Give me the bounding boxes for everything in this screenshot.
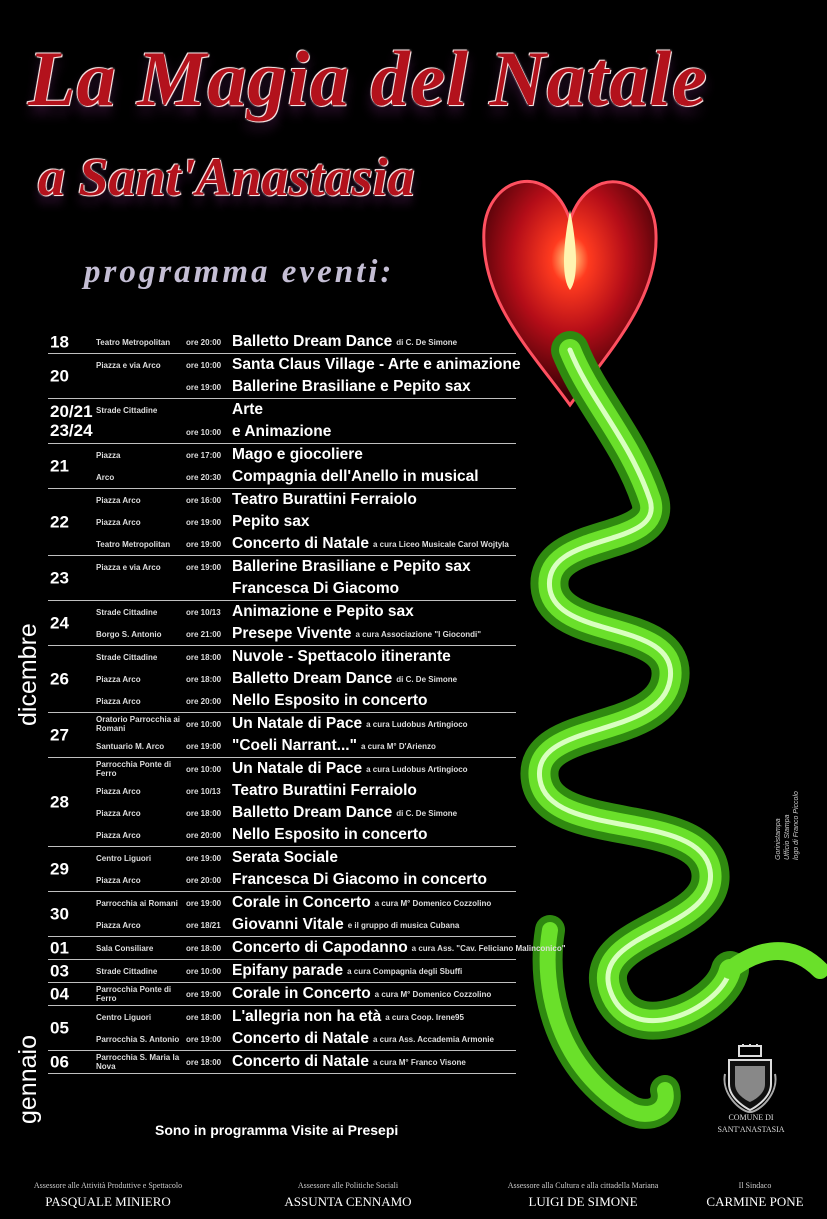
event-time: ore 20:00 <box>186 875 222 885</box>
event-time: ore 19:00 <box>186 539 222 549</box>
event-location: Borgo S. Antonio <box>96 629 162 639</box>
day-number: 28 <box>50 792 69 812</box>
event-time: ore 19:00 <box>186 517 222 527</box>
event-schedule <box>48 331 566 1074</box>
event-title: Concerto di Natale <box>232 1030 369 1047</box>
event-title: Ballerine Brasiliane e Pepito sax <box>232 558 471 575</box>
print-credits <box>774 791 801 860</box>
schedule-day-group <box>48 646 516 713</box>
event-time: ore 10:00 <box>186 764 222 774</box>
event-time: ore 10/13 <box>186 607 221 617</box>
credit-press-office: Ufficio Stampa <box>784 814 791 860</box>
footer-role: Il Sindaco <box>738 1181 772 1190</box>
event-location: Teatro Metropolitan <box>96 337 171 347</box>
event-time: ore 19:00 <box>186 382 222 392</box>
event-location: Piazza Arco <box>96 830 141 840</box>
event-title: Animazione e Pepito sax <box>232 603 414 620</box>
event-title: Presepe Vivente <box>232 625 352 642</box>
event-title: Francesca Di Giacomo in concerto <box>232 871 487 888</box>
footer-name: CARMINE PONE <box>706 1194 804 1209</box>
event-location: Sala Consiliare <box>96 943 154 953</box>
event-row <box>48 824 516 846</box>
event-row <box>48 914 516 936</box>
event-time: ore 10:00 <box>186 719 222 729</box>
event-time: ore 18:00 <box>186 943 222 953</box>
event-title: Balletto Dream Dance <box>232 670 393 687</box>
event-location: Piazza Arco <box>96 495 141 505</box>
event-title: Concerto di Capodanno <box>232 939 408 956</box>
event-time: ore 10:00 <box>186 360 222 370</box>
schedule-day-group <box>48 556 516 601</box>
event-note: di C. De Simone <box>396 337 458 347</box>
event-title: Corale in Concerto <box>232 894 371 911</box>
event-note: di C. De Simone <box>396 808 458 818</box>
event-time: ore 10/13 <box>186 786 221 796</box>
event-note: a cura Ludobus Artingioco <box>366 764 468 774</box>
schedule-day-group <box>48 847 516 892</box>
event-note: a cura M° Domenico Cozzolino <box>374 989 492 999</box>
day-number: 20 <box>50 366 69 386</box>
event-title: Un Natale di Pace <box>232 715 363 732</box>
day-number: 29 <box>50 859 69 879</box>
day-number: 27 <box>50 725 69 745</box>
schedule-day-group <box>48 601 516 646</box>
event-time: ore 10:00 <box>186 966 222 976</box>
event-location: Piazza e via Arco <box>96 562 161 572</box>
event-note: a cura M° Domenico Cozzolino <box>374 898 492 908</box>
schedule-day-group <box>48 1006 516 1051</box>
event-time: ore 20:00 <box>186 696 222 706</box>
event-note: a cura Associazione "I Giocondi" <box>355 629 482 639</box>
day-number: 03 <box>50 961 69 981</box>
event-title: Nuvole - Spettacolo itinerante <box>232 648 451 665</box>
event-location: Piazza Arco <box>96 786 141 796</box>
event-title: Concerto di Natale <box>232 535 369 552</box>
event-location: Piazza <box>96 450 121 460</box>
schedule-day-group <box>48 937 566 960</box>
day-number: 04 <box>50 984 69 1004</box>
event-row <box>48 937 566 959</box>
event-location: Strade Cittadine <box>96 652 158 662</box>
comune-label <box>706 1112 796 1136</box>
event-row <box>48 780 516 802</box>
schedule-day-group <box>48 758 516 847</box>
day-number: 22 <box>50 512 69 532</box>
footer-col-1 <box>8 1181 208 1210</box>
event-row <box>48 960 516 982</box>
day-number: 30 <box>50 904 69 924</box>
day-number: 21 <box>50 456 69 476</box>
event-location: Parrocchia S. Maria la Nova <box>96 1053 180 1071</box>
event-time: ore 18:00 <box>186 674 222 684</box>
month-label-december: dicembre <box>14 623 42 726</box>
schedule-day-group <box>48 983 516 1006</box>
event-location: Centro Liguori <box>96 1012 152 1022</box>
comune-line-2: SANT'ANASTASIA <box>717 1125 785 1134</box>
event-row <box>48 354 521 376</box>
event-title: Giovanni Vitale <box>232 916 344 933</box>
event-time: ore 17:00 <box>186 450 222 460</box>
presepi-note: Sono in programma Visite ai Presepi <box>155 1122 399 1138</box>
event-note: a cura Compagnia degli Sbuffi <box>347 966 463 976</box>
event-time: ore 18:00 <box>186 808 222 818</box>
footer-col-4 <box>695 1181 815 1210</box>
event-location: Parrocchia ai Romani <box>96 898 178 908</box>
schedule-day-group <box>48 1051 516 1074</box>
event-note: e il gruppo di musica Cubana <box>347 920 460 930</box>
event-location: Piazza Arco <box>96 875 141 885</box>
event-time: ore 18:00 <box>186 1057 222 1067</box>
event-title: Ballerine Brasiliane e Pepito sax <box>232 378 471 395</box>
vine-decoration <box>480 290 827 1160</box>
event-location: Strade Cittadine <box>96 607 158 617</box>
event-location: Teatro Metropolitan <box>96 539 171 549</box>
event-row <box>48 869 516 891</box>
event-row <box>48 735 516 757</box>
footer-role: Assessore alle Attività Produttive e Spettacolo <box>33 1181 183 1190</box>
event-title: "Coeli Narrant..." <box>232 737 357 754</box>
event-location: Centro Liguori <box>96 853 152 863</box>
event-title: Concerto di Natale <box>232 1053 369 1070</box>
schedule-day-group <box>48 489 516 556</box>
footer-role: Assessore alle Politiche Sociali <box>297 1181 399 1190</box>
event-row <box>48 489 516 511</box>
event-title: Balletto Dream Dance <box>232 804 393 821</box>
day-number: 24 <box>50 613 69 633</box>
event-title: L'allegria non ha età <box>232 1008 382 1025</box>
event-row <box>48 1028 516 1050</box>
event-location: Piazza Arco <box>96 674 141 684</box>
event-location: Strade Cittadine <box>96 966 158 976</box>
event-title: Nello Esposito in concerto <box>232 692 428 709</box>
event-title: Corale in Concerto <box>232 985 371 1002</box>
event-time: ore 18/21 <box>186 920 221 930</box>
day-number: 23 <box>50 568 69 588</box>
event-row <box>48 847 516 869</box>
day-number: 06 <box>50 1052 69 1072</box>
day-number: 01 <box>50 938 69 958</box>
event-title: Serata Sociale <box>232 849 338 866</box>
event-row <box>48 892 516 914</box>
month-label-january: gennaio <box>14 1035 42 1124</box>
event-row <box>48 758 516 780</box>
event-location: Parrocchia Ponte di Ferro <box>96 985 172 1003</box>
event-time: ore 18:00 <box>186 652 222 662</box>
event-location: Piazza Arco <box>96 808 141 818</box>
event-time: ore 19:00 <box>186 989 222 999</box>
event-row <box>48 1051 516 1073</box>
event-time: ore 19:00 <box>186 741 222 751</box>
event-note: a cura M° D'Arienzo <box>360 741 436 751</box>
comune-line-1: COMUNE DI <box>728 1113 774 1122</box>
event-note: a cura Ass. "Cav. Feliciano Malinconico" <box>411 943 566 953</box>
event-row <box>48 983 516 1005</box>
event-title: Un Natale di Pace <box>232 760 363 777</box>
event-row <box>48 601 516 623</box>
footer-name: ASSUNTA CENNAMO <box>284 1194 412 1209</box>
event-row <box>48 444 516 466</box>
event-location: Piazza Arco <box>96 696 141 706</box>
event-note: di C. De Simone <box>396 674 458 684</box>
municipal-crest-icon <box>721 1044 779 1114</box>
schedule-day-group <box>48 892 516 937</box>
footer-name: LUIGI DE SIMONE <box>528 1194 638 1209</box>
event-note: a cura Coop. Irene95 <box>385 1012 464 1022</box>
event-title: Teatro Burattini Ferraiolo <box>232 782 417 799</box>
event-row <box>48 466 516 488</box>
event-location: Santuario M. Arco <box>96 741 165 751</box>
event-title: Mago e giocoliere <box>232 446 363 463</box>
title-line-2: a Sant'Anastasia <box>38 147 415 207</box>
event-note: a cura Ludobus Artingioco <box>366 719 468 729</box>
event-row <box>48 1006 516 1028</box>
event-note: a cura Ass. Accademia Armonie <box>372 1034 494 1044</box>
event-time: ore 20:30 <box>186 472 222 482</box>
event-row <box>48 668 516 690</box>
event-location: Piazza e via Arco <box>96 360 161 370</box>
event-row <box>48 331 516 353</box>
event-time: ore 20:00 <box>186 830 222 840</box>
day-number: 05 <box>50 1018 69 1038</box>
footer-role: Assessore alla Cultura e alla cittadella Mariana <box>507 1181 659 1190</box>
event-location: Piazza Arco <box>96 517 141 527</box>
event-row <box>48 690 516 712</box>
event-time: ore 19:00 <box>186 1034 222 1044</box>
event-location: Strade Cittadine <box>96 405 158 415</box>
event-location: Piazza Arco <box>96 920 141 930</box>
schedule-day-group <box>48 399 516 444</box>
credit-logo: logo di Franco Piccolo <box>793 791 800 860</box>
event-time: ore 19:00 <box>186 898 222 908</box>
credit-printer: Gorinistampa <box>775 818 782 860</box>
event-location: Parrocchia S. Antonio <box>96 1034 180 1044</box>
event-row <box>48 511 516 533</box>
event-title: Arte <box>232 401 264 418</box>
event-row <box>48 578 516 600</box>
event-note: a cura Liceo Musicale Carol Wojtyla <box>372 539 509 549</box>
day-number: 26 <box>50 669 69 689</box>
event-location: Parrocchia Ponte di Ferro <box>96 760 172 778</box>
day-number: 20/21 23/24 <box>50 402 93 440</box>
event-title: Balletto Dream Dance <box>232 333 393 350</box>
schedule-day-group <box>48 444 516 489</box>
event-row <box>48 533 516 555</box>
event-title: Compagnia dell'Anello in musical <box>232 468 479 485</box>
footer-col-3 <box>478 1181 688 1210</box>
footer-name: PASQUALE MINIERO <box>45 1194 171 1209</box>
event-title: e Animazione <box>232 423 332 440</box>
event-row <box>48 556 516 578</box>
event-location: Oratorio Parrocchia ai Romani <box>96 715 181 733</box>
event-time: ore 19:00 <box>186 562 222 572</box>
event-time: ore 10:00 <box>186 427 222 437</box>
footer-col-2 <box>258 1181 438 1210</box>
event-title: Pepito sax <box>232 513 310 530</box>
event-time: ore 19:00 <box>186 853 222 863</box>
event-title: Francesca Di Giacomo <box>232 580 400 597</box>
event-time: ore 20:00 <box>186 337 222 347</box>
event-location: Arco <box>96 472 115 482</box>
footer-signatures <box>0 1181 827 1219</box>
event-title: Epifany parade <box>232 962 344 979</box>
event-title: Nello Esposito in concerto <box>232 826 428 843</box>
title-line-1: La Magia del Natale <box>28 35 708 122</box>
day-number: 18 <box>50 332 69 352</box>
schedule-day-group <box>48 354 521 399</box>
event-row <box>48 802 516 824</box>
event-row <box>48 376 516 398</box>
event-row <box>48 421 516 443</box>
schedule-day-group <box>48 713 516 758</box>
event-time: ore 21:00 <box>186 629 222 639</box>
schedule-day-group <box>48 960 516 983</box>
event-row <box>48 713 516 735</box>
event-title: Teatro Burattini Ferraiolo <box>232 491 417 508</box>
event-row <box>48 646 516 668</box>
event-row <box>48 623 516 645</box>
event-title: Santa Claus Village - Arte e animazione <box>232 356 521 373</box>
event-time: ore 18:00 <box>186 1012 222 1022</box>
subtitle: programma eventi: <box>84 254 395 290</box>
event-row <box>48 399 516 421</box>
schedule-day-group <box>48 331 516 354</box>
event-note: a cura M° Franco Visone <box>372 1057 466 1067</box>
event-time: ore 16:00 <box>186 495 222 505</box>
